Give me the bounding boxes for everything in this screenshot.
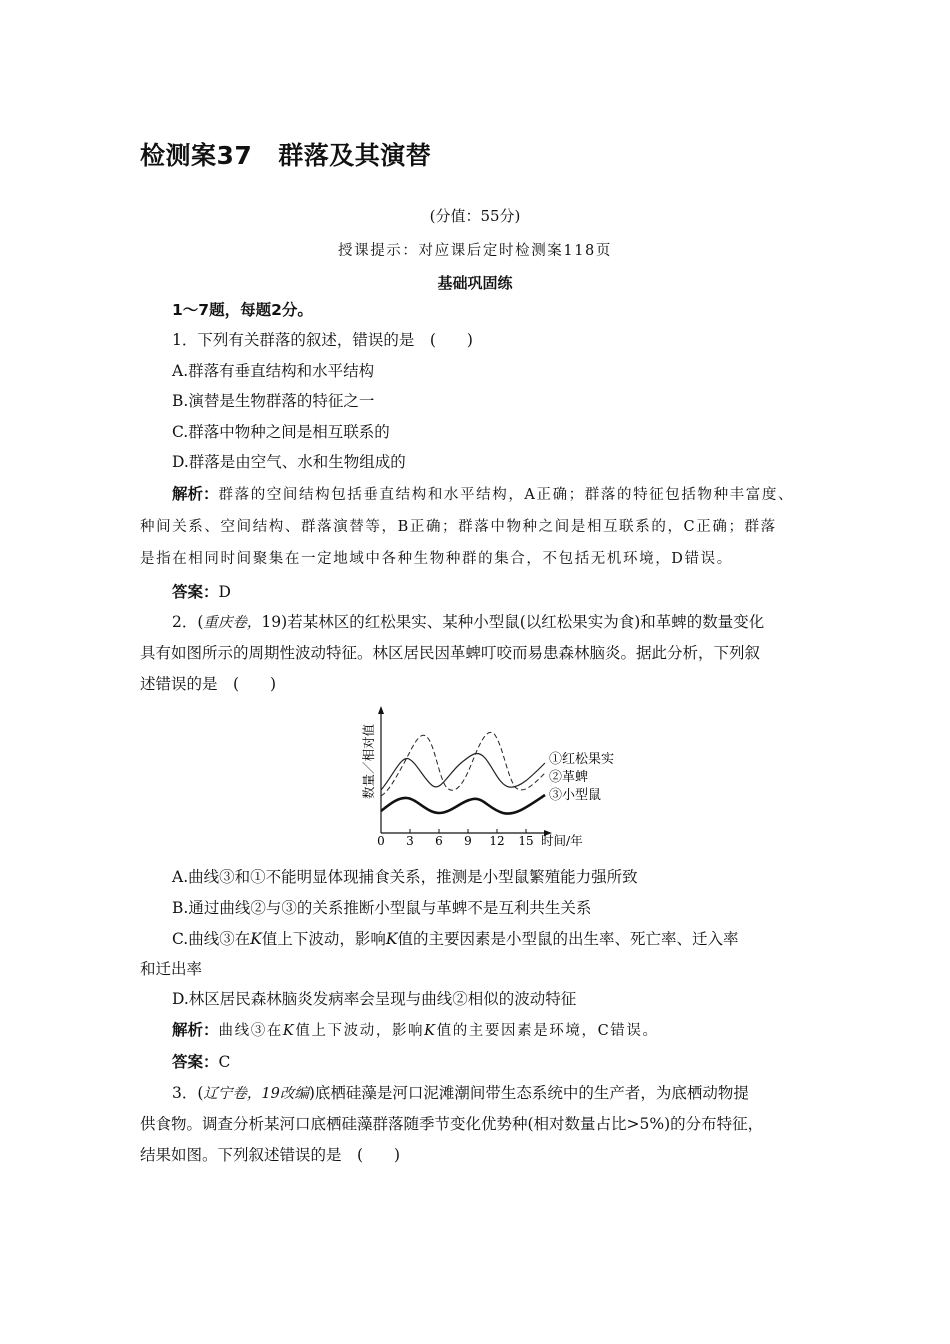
teaching-hint: 授课提示：对应课后定时检测案118页 <box>338 243 612 259</box>
page-title <box>140 136 431 172</box>
y-axis-label: 数量／相对值 <box>361 723 376 799</box>
x-tick-label: 9 <box>464 834 472 848</box>
legend-mouse: ③小型鼠 <box>549 788 602 803</box>
series-line-mouse <box>381 795 545 814</box>
x-axis-label: 时间/年 <box>541 833 583 848</box>
x-tick-label: 12 <box>489 834 505 848</box>
q2-source: 重庆卷， <box>203 615 262 631</box>
y-axis-arrow <box>378 706 384 714</box>
population-chart <box>355 703 635 853</box>
legend-pine-cone: ①红松果实 <box>549 752 615 767</box>
q2-stem-line2: 具有如图所示的周期性波动特征。林区居民因革蜱叮咬而易患森林脑炎。据此分析，下列叙 <box>140 644 761 662</box>
score-line: (分值：55分) <box>429 207 521 225</box>
x-tick-label: 3 <box>406 834 414 848</box>
section-heading: 基础巩固练 <box>437 274 513 292</box>
x-tick-label: 0 <box>377 834 385 848</box>
q3-stem-line3: 结果如图。下列叙述错误的是 ( ) <box>140 1146 401 1164</box>
q2-option-c-line2: 和迁出率 <box>140 960 203 978</box>
x-tick-label: 6 <box>435 834 443 848</box>
q1-option-c: C.群落中物种之间是相互联系的 <box>172 423 390 441</box>
analysis-label: 解析： <box>172 485 219 503</box>
q1-option-a: A.群落有垂直结构和水平结构 <box>172 362 375 380</box>
q1-analysis-line2: 种间关系、空间结构、群落演替等，B正确；群落中物种之间是相互联系的，C正确；群落 <box>140 519 777 535</box>
q2-analysis: 解析：曲线③在K值上下波动，影响K值的主要因素是环境，C错误。 <box>172 1021 659 1039</box>
q1-option-b: B.演替是生物群落的特征之一 <box>172 392 375 410</box>
scoring-rule: 1～7题，每题2分。 <box>172 301 313 319</box>
title-number: 检测案37 <box>140 141 253 170</box>
q1-analysis-line3: 是指在相同时间聚集在一定地域中各种生物种群的集合，不包括无机环境，D错误。 <box>140 551 733 567</box>
series-line-tick <box>381 732 545 796</box>
q1-answer: 答案：D <box>172 583 231 601</box>
q2-option-b: B.通过曲线②与③的关系推断小型鼠与革蜱不是互利共生关系 <box>172 899 592 917</box>
q2-stem-line3: 述错误的是 ( ) <box>140 675 277 693</box>
q2-answer: 答案：C <box>172 1053 231 1071</box>
q2-option-d: D.林区居民森林脑炎发病率会呈现与曲线②相似的波动特征 <box>172 990 577 1008</box>
x-tick-label: 15 <box>518 834 534 848</box>
q1-option-d: D.群落是由空气、水和生物组成的 <box>172 453 406 471</box>
series-line-pine-cone <box>381 754 545 790</box>
q3-stem-line1: 3．(辽宁卷，19改编)底栖硅藻是河口泥滩潮间带生态系统中的生产者，为底栖动物提 <box>172 1084 749 1102</box>
q3-stem-line2: 供食物。调查分析某河口底栖硅藻群落随季节变化优势种(相对数量占比>5%)的分布特征， <box>140 1115 764 1133</box>
q1-analysis-line1: 解析：群落的空间结构包括垂直结构和水平结构，A正确；群落的特征包括物种丰富度、 <box>172 485 795 503</box>
q2-option-c-line1: C.曲线③在K值上下波动，影响K值的主要因素是小型鼠的出生率、死亡率、迁入率 <box>172 930 739 948</box>
q2-option-a: A.曲线③和①不能明显体现捕食关系，推测是小型鼠繁殖能力强所致 <box>172 868 638 886</box>
q1-stem: 1．下列有关群落的叙述，错误的是 ( ) <box>172 331 473 349</box>
legend-tick: ②革蜱 <box>549 770 589 785</box>
title-topic: 群落及其演替 <box>278 141 432 170</box>
q2-stem-line1: 2．(重庆卷，19)若某林区的红松果实、某种小型鼠(以红松果实为食)和革蜱的数量变化 <box>172 613 765 631</box>
q3-source: 辽宁卷，19改编 <box>203 1086 309 1102</box>
